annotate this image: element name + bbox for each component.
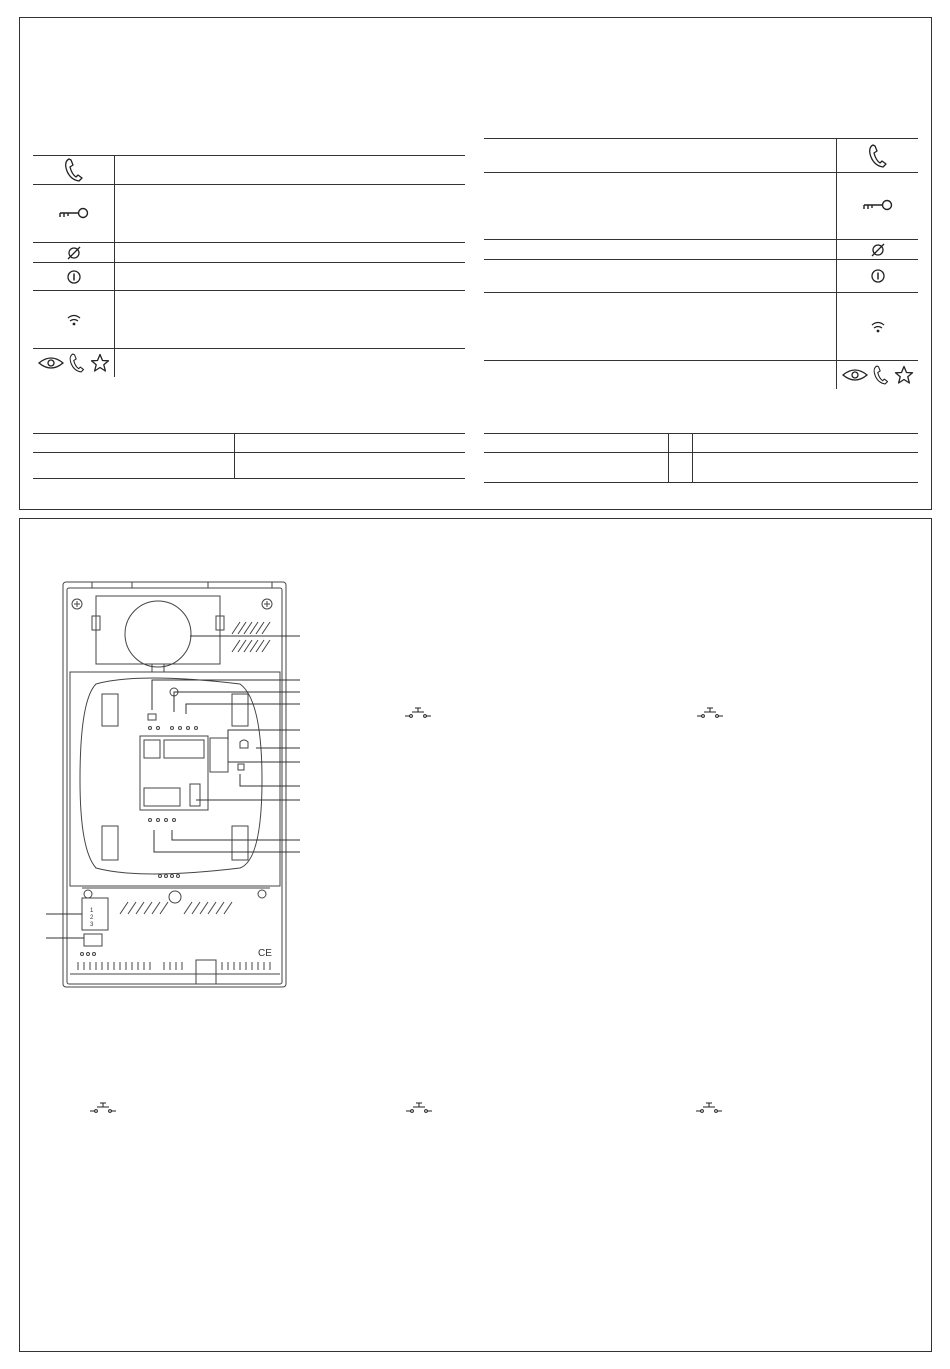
pushbutton-symbol bbox=[406, 1103, 432, 1112]
pushbutton-symbol bbox=[697, 708, 723, 717]
pushbutton-symbol bbox=[405, 708, 431, 717]
pushbutton-symbol bbox=[696, 1103, 722, 1112]
terminal-number: 2 bbox=[90, 915, 94, 921]
pushbutton-symbol bbox=[90, 1103, 116, 1112]
ce-mark: CE bbox=[258, 948, 272, 959]
terminal-number: 3 bbox=[90, 922, 94, 928]
terminal-number: 1 bbox=[90, 908, 94, 914]
